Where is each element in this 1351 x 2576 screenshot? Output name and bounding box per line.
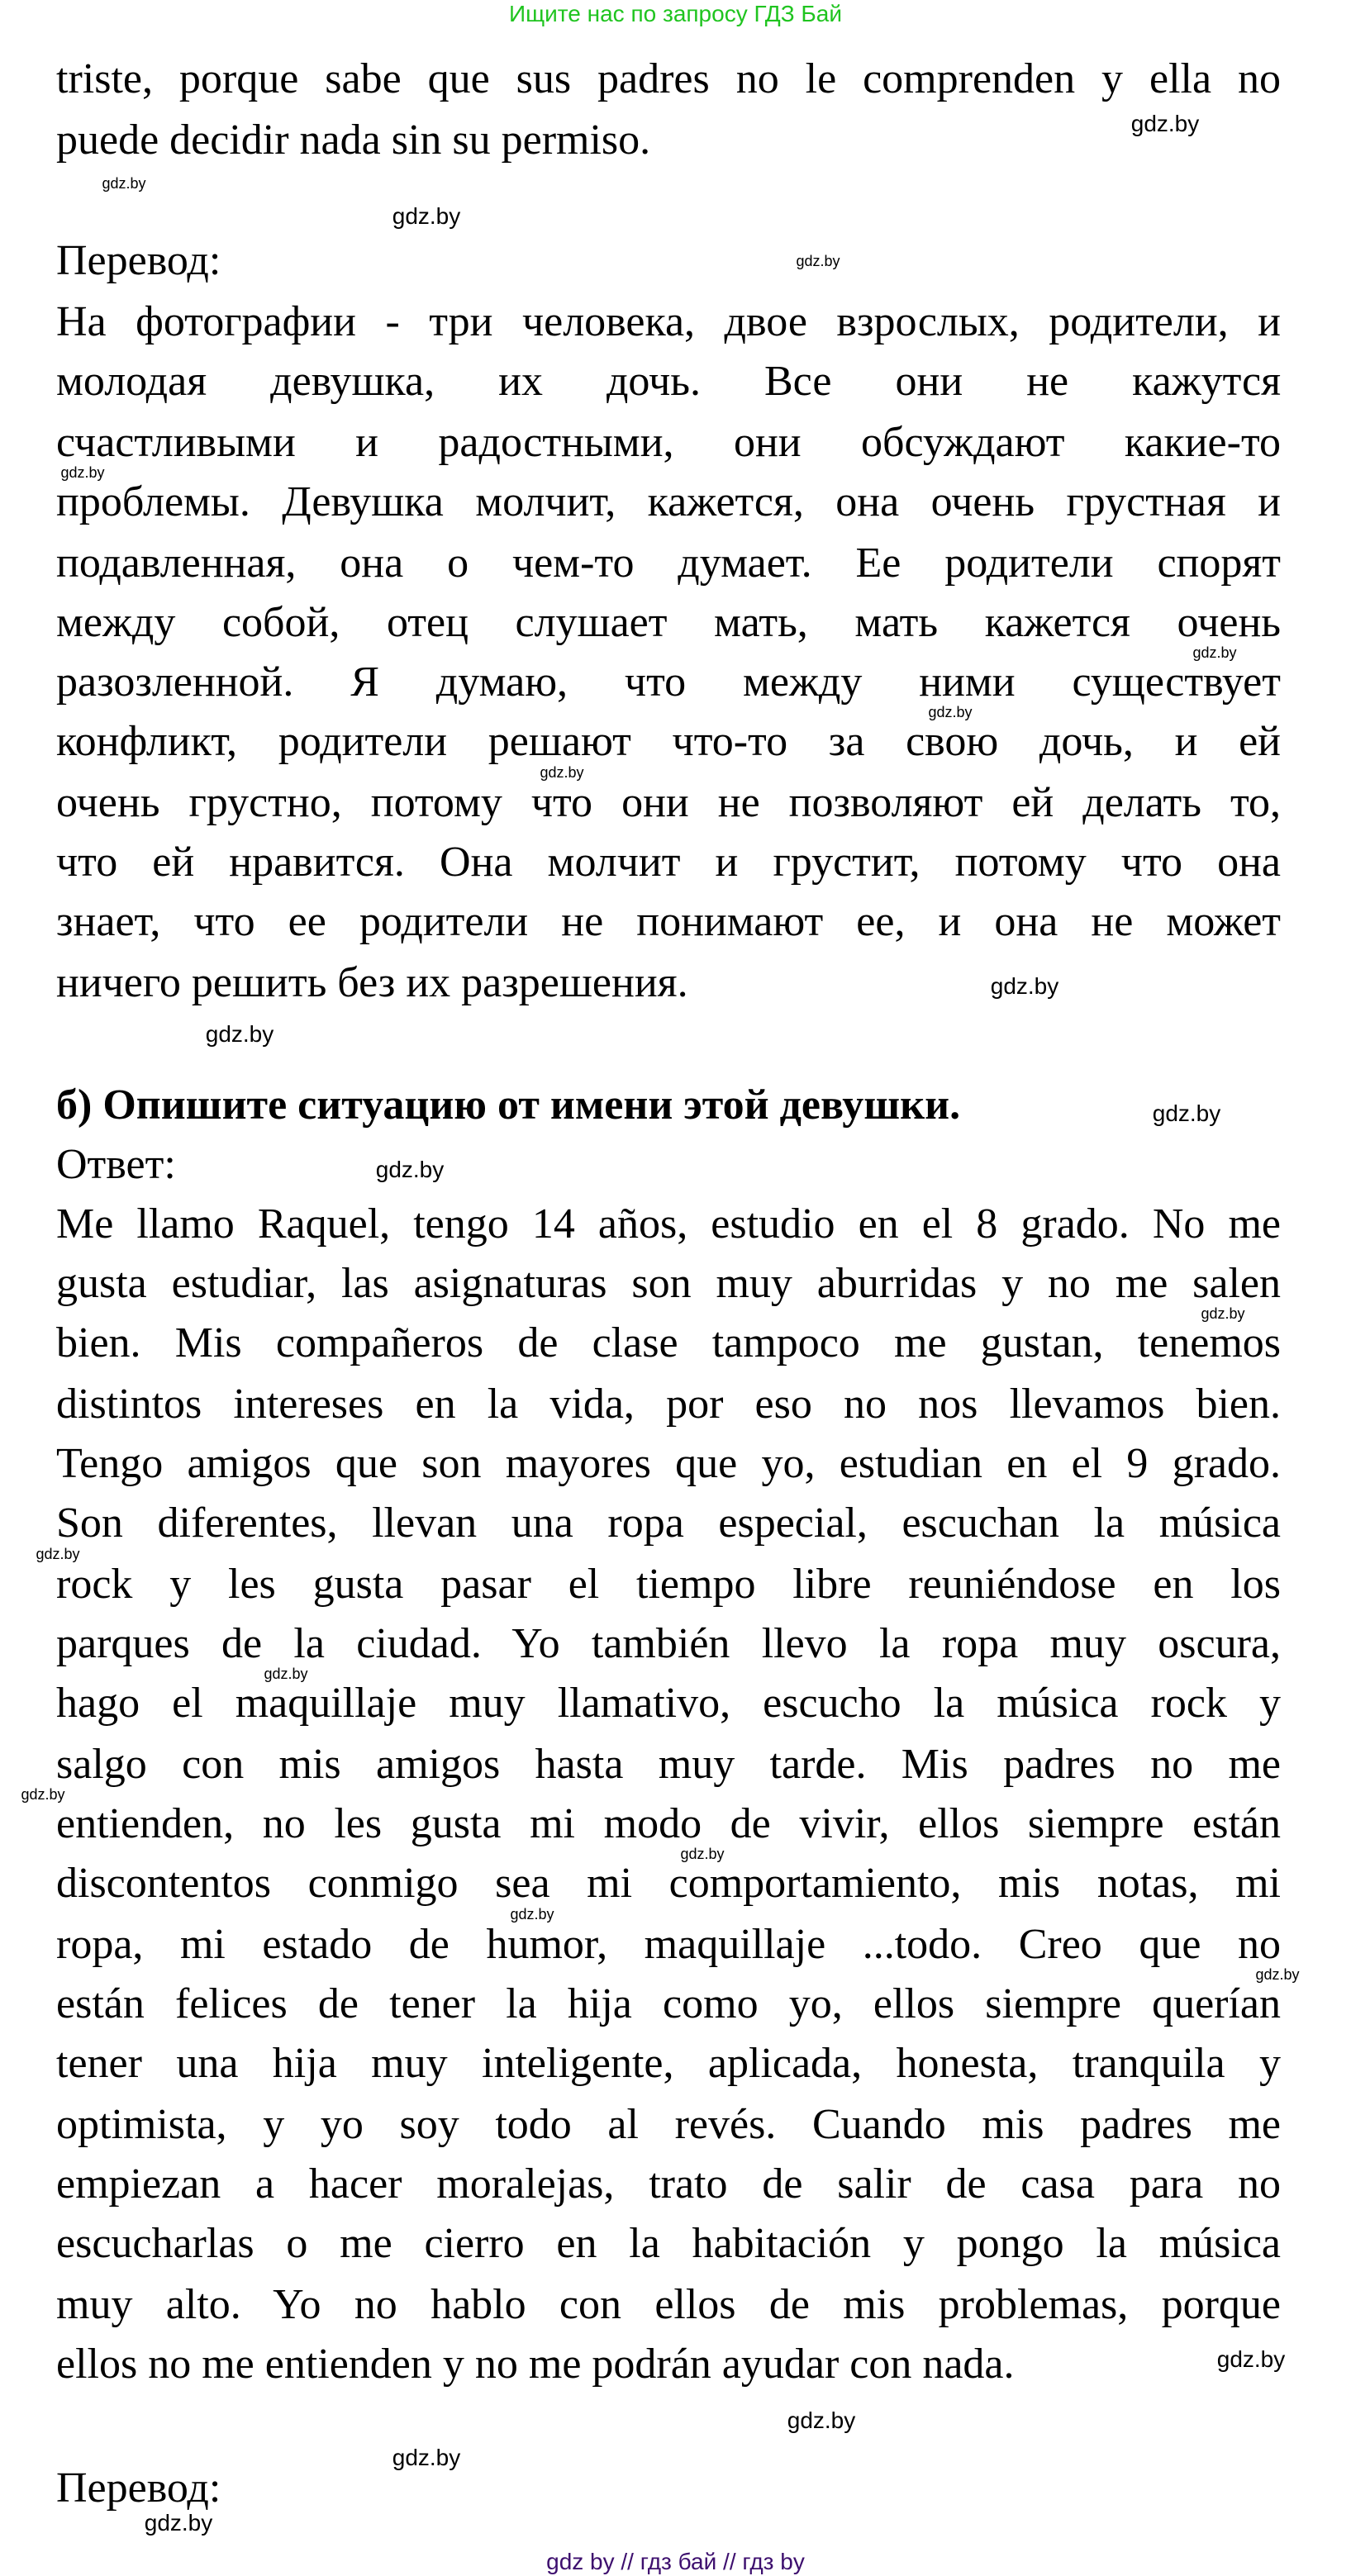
text-line: optimista, y yo soy todo al revés. Cuando mis padres me — [56, 2101, 1281, 2148]
text-line: distintos intereses en la vida, por eso no nos llevamos bien. — [56, 1381, 1281, 1428]
watermark-text: gdz.by — [510, 1906, 554, 1922]
text-line: están felices de tener la hija como yo, ellos siempre querían — [56, 1980, 1281, 2027]
watermark-text: gdz.by — [264, 1666, 308, 1682]
text-line: очень грустно, потому что они не позволяют ей делать то, — [56, 779, 1281, 826]
watermark-text: gdz.by — [375, 1157, 445, 1182]
text-line: Tengo amigos que son mayores que yo, estudian en el 9 grado. — [56, 1440, 1281, 1487]
text-line: bien. Mis compañeros de clase tampoco me gustan, tenemos — [56, 1319, 1281, 1366]
text-line: что ей нравится. Она молчит и грустит, потому что она — [56, 839, 1281, 886]
text-line: parques de la ciudad. Yo también llevo la ropa muy oscura, — [56, 1620, 1281, 1667]
text-line: discontentos conmigo sea mi comportamiento, mis notas, mi — [56, 1860, 1281, 1907]
text-line: разозленной. Я думаю, что между ними существует — [56, 658, 1281, 706]
watermark-text: gdz.by — [144, 2510, 213, 2536]
text-line: puede decidir nada sin su permiso. — [56, 116, 651, 164]
text-line: tener una hija muy inteligente, aplicada, honesta, tranquila y — [56, 2040, 1281, 2087]
text-line: конфликт, родители решают что-то за свою дочь, и ей — [56, 718, 1281, 765]
text-line: gusta estudiar, las asignaturas son muy aburridas y no me salen — [56, 1260, 1281, 1307]
watermark-text: gdz.by — [680, 1846, 725, 1862]
watermark-text: gdz.by — [796, 253, 840, 269]
text-line: Me llamo Raquel, tengo 14 años, estudio en el 8 grado. No me — [56, 1200, 1281, 1248]
watermark-text: gdz.by — [205, 1021, 274, 1047]
watermark-text: gdz.by — [787, 2407, 856, 2433]
site-banner[interactable]: Ищите нас по запросу ГДЗ Бай — [508, 1, 843, 26]
text-line: между собой, отец слушает мать, мать кажется очень — [56, 599, 1281, 646]
text-line: ropa, mi estado de humor, maquillaje ...todo. Creo que no — [56, 1921, 1281, 1968]
watermark-text: gdz.by — [1130, 111, 1200, 136]
text-line: empiezan a hacer moralejas, trato de salir de casa para no — [56, 2160, 1281, 2208]
text-line: Son diferentes, llevan una ropa especial, escuchan la música — [56, 1499, 1281, 1547]
text-line: молодая девушка, их дочь. Все они не кажутся — [56, 358, 1281, 405]
watermark-text: gdz.by — [102, 175, 146, 192]
text-line: счастливыми и радостными, они обсуждают какие-то — [56, 419, 1281, 466]
text-line: Перевод: — [56, 237, 221, 284]
watermark-text: gdz.by — [928, 704, 973, 720]
watermark-text: gdz.by — [392, 2445, 461, 2470]
text-line: Ответ: — [56, 1141, 176, 1188]
text-line: На фотографии - три человека, двое взрослых, родители, и — [56, 298, 1281, 345]
text-line: hago el maquillaje muy llamativo, escucho la música rock y — [56, 1680, 1281, 1727]
text-line: ellos no me entienden y no me podrán ayudar con nada. — [56, 2341, 1015, 2388]
text-line: triste, porque sabe que sus padres no le comprenden y ella no — [56, 55, 1281, 102]
section-heading: б) Опишите ситуацию от имени этой девушки. — [56, 1081, 961, 1129]
watermark-text: gdz.by — [1152, 1100, 1221, 1126]
watermark-text: gdz.by — [36, 1546, 80, 1562]
text-line: знает, что ее родители не понимают ее, и она не может — [56, 898, 1281, 945]
text-line: muy alto. Yo no hablo con ellos de mis problemas, porque — [56, 2281, 1281, 2328]
watermark-text: gdz.by — [1201, 1305, 1245, 1322]
text-line: escucharlas o me cierro en la habitación y pongo la música — [56, 2220, 1281, 2267]
watermark-text: gdz.by — [1192, 644, 1237, 661]
watermark-text: gdz.by — [1255, 1966, 1300, 1983]
watermark-text: gdz.by — [1216, 2346, 1286, 2372]
watermark-text: gdz.by — [60, 464, 105, 481]
text-line: проблемы. Девушка молчит, кажется, она очень грустная и — [56, 478, 1281, 525]
watermark-text: gdz.by — [392, 203, 461, 229]
text-line: Перевод: — [56, 2464, 221, 2512]
site-footer[interactable]: gdz by // гдз бай // гдз by — [546, 2549, 805, 2574]
text-line: rock y les gusta pasar el tiempo libre reuniéndose en los — [56, 1561, 1281, 1608]
text-line: ничего решить без их разрешения. — [56, 959, 688, 1006]
watermark-text: gdz.by — [540, 764, 584, 781]
text-line: entienden, no les gusta mi modo de vivir, ellos siempre están — [56, 1800, 1281, 1847]
watermark-text: gdz.by — [990, 973, 1059, 999]
text-line: подавленная, она о чем-то думает. Ее родители спорят — [56, 539, 1281, 587]
watermark-text: gdz.by — [21, 1786, 65, 1803]
text-line: salgo con mis amigos hasta muy tarde. Mis padres no me — [56, 1741, 1281, 1788]
